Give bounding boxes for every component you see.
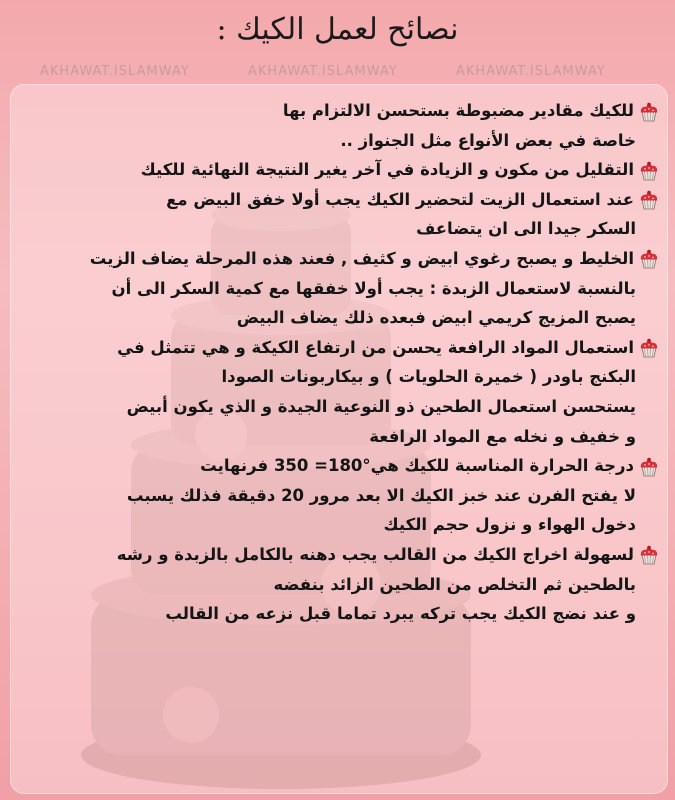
tip-line bbox=[20, 96, 666, 126]
cupcake-icon bbox=[638, 248, 660, 270]
tip-line bbox=[20, 599, 666, 629]
tip-text: خاصة في بعض الأنواع مثل الجنواز .. bbox=[340, 130, 636, 150]
tip-line bbox=[20, 422, 666, 452]
tip-text: استعمال المواد الرافعة يحسن من ارتفاع الكيكة و هي تتمثل في bbox=[117, 337, 634, 357]
tip-line bbox=[20, 185, 666, 215]
watermark-text: AKHAWAT.ISLAMWAY bbox=[40, 64, 190, 79]
tip-text: لسهولة اخراج الكيك من القالب يجب دهنه بالكامل بالزبدة و رشه bbox=[116, 544, 634, 564]
tip-line bbox=[20, 362, 666, 392]
page-title: نصائح لعمل الكيك : bbox=[216, 12, 459, 47]
tip-text: بالطحين ثم التخلص من الطحين الزائد بنفضه bbox=[273, 574, 636, 594]
tip-line bbox=[20, 451, 666, 481]
tip-line bbox=[20, 126, 666, 156]
tips-list bbox=[20, 96, 666, 629]
tip-text: يصبح المزيج كريمي ابيض فبعده ذلك يضاف البيض bbox=[236, 308, 636, 328]
tip-text: و عند نضج الكيك يجب تركه يبرد تماما قبل نزعه من القالب bbox=[165, 604, 636, 624]
tip-text: عند استعمال الزيت لتحضير الكيك يجب أولا خفق البيض مع bbox=[166, 189, 634, 209]
tip-line bbox=[20, 510, 666, 540]
tip-line bbox=[20, 392, 666, 422]
tip-line bbox=[20, 303, 666, 333]
tip-line bbox=[20, 481, 666, 511]
watermark-text: AKHAWAT.ISLAMWAY bbox=[456, 64, 606, 79]
tip-line bbox=[20, 274, 666, 304]
tip-text: بالنسبة لاستعمال الزبدة : يجب أولا خفقها مع كمية السكر الى أن bbox=[111, 278, 636, 298]
tip-text: يستحسن استعمال الطحين ذو النوعية الجيدة و الذي يكون أبيض bbox=[126, 396, 636, 416]
cupcake-icon bbox=[638, 160, 660, 182]
tip-line bbox=[20, 333, 666, 363]
tip-line bbox=[20, 214, 666, 244]
tip-line bbox=[20, 570, 666, 600]
watermark-text: AKHAWAT.ISLAMWAY bbox=[248, 64, 398, 79]
tip-text: دخول الهواء و نزول حجم الكيك bbox=[383, 515, 636, 535]
cupcake-icon bbox=[638, 337, 660, 359]
tip-text: التقليل من مكون و الزيادة في آخر يغير النتيجة النهائية للكيك bbox=[140, 160, 634, 180]
cupcake-icon bbox=[638, 456, 660, 478]
tip-text: البكنج باودر ( خميرة الحلويات ) و بيكاربونات الصودا bbox=[221, 367, 636, 387]
cupcake-icon bbox=[638, 189, 660, 211]
tip-text: درجة الحرارة المناسبة للكيك هي°180= 350 فرنهايت bbox=[200, 456, 634, 476]
tip-text: و خفيف و نخله مع المواد الرافعة bbox=[369, 426, 636, 446]
tip-text: السكر جيدا الى ان يتضاعف bbox=[416, 219, 636, 239]
tip-text: للكيك مقادير مضبوطة بستحسن الالتزام بها bbox=[282, 101, 634, 120]
tip-line bbox=[20, 155, 666, 185]
tip-line bbox=[20, 244, 666, 274]
tip-line bbox=[20, 540, 666, 570]
tip-text: الخليط و يصبح رغوي ابيض و كثيف , فعند هذه المرحلة يضاف الزيت bbox=[89, 248, 634, 268]
cupcake-icon bbox=[638, 101, 660, 123]
cupcake-icon bbox=[638, 544, 660, 566]
tip-text: لا يفتح الفرن عند خبز الكيك الا بعد مرور 20 دقيقة فذلك يسبب bbox=[126, 485, 636, 505]
